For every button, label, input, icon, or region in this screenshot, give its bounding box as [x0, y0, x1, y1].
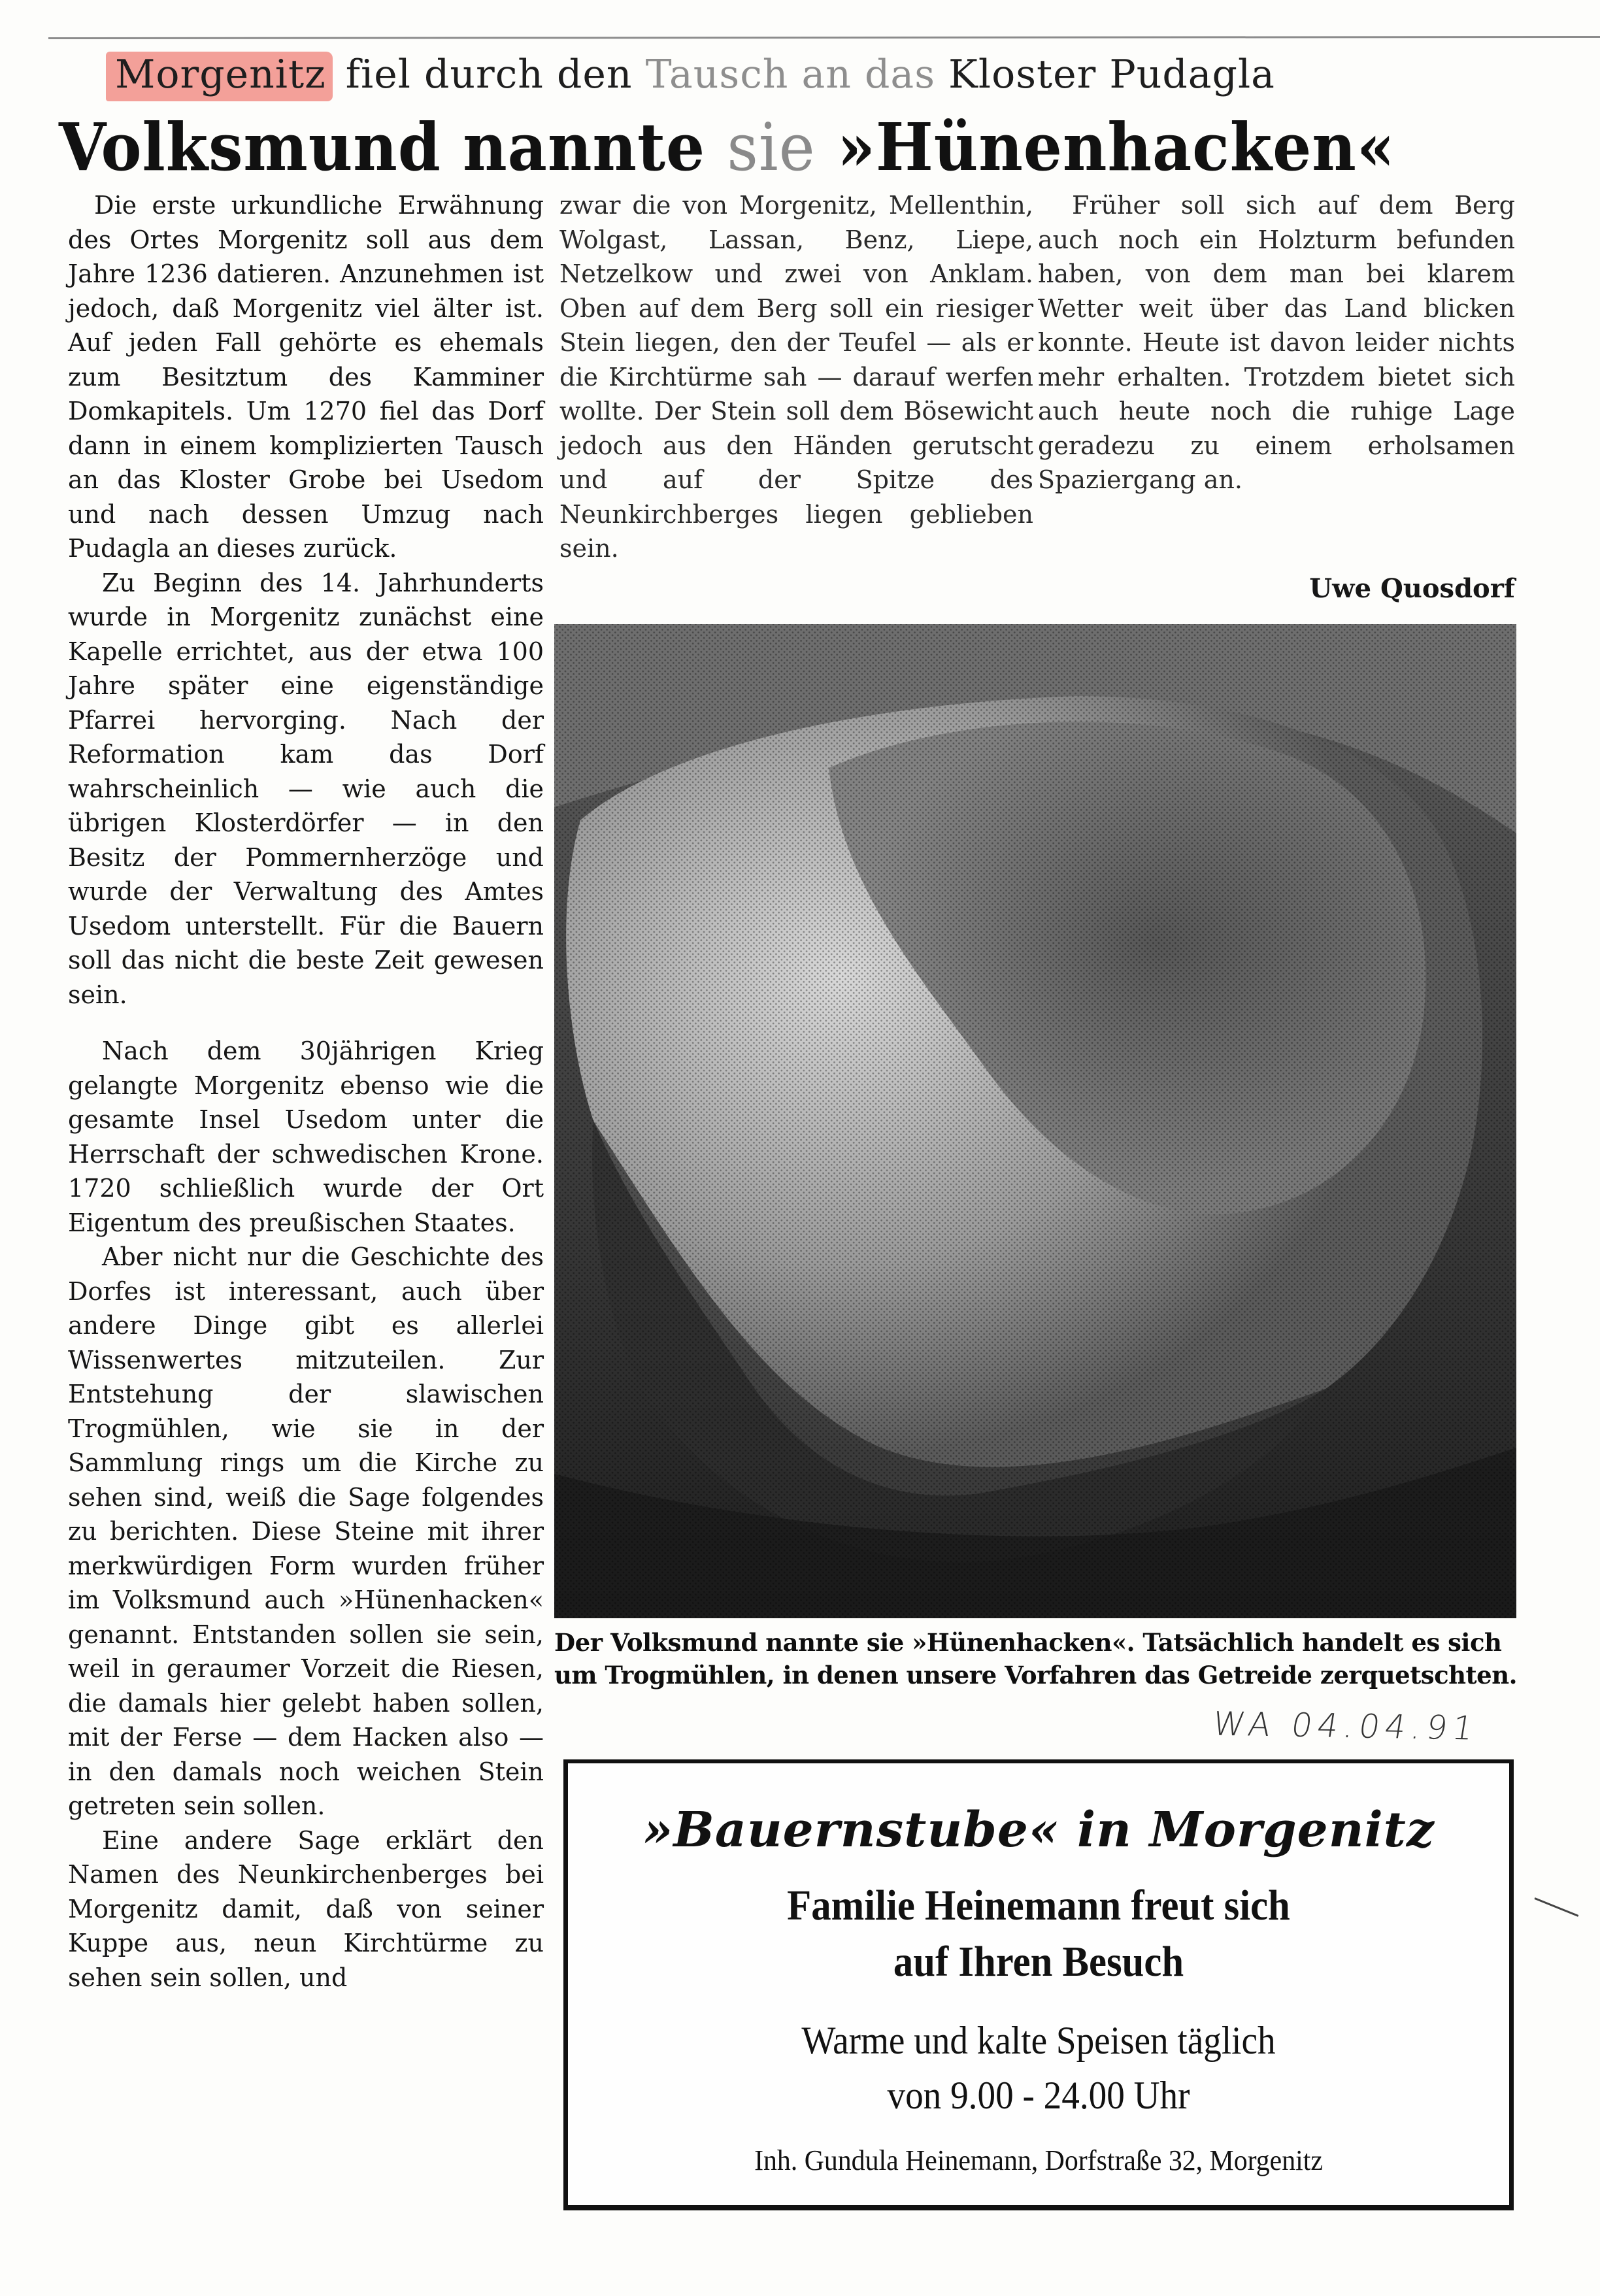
photo-caption: Der Volksmund nannte sie »Hünenhacken«. Tatsächlich handelt es sich um Trogmühlen, in denen unsere Vorfahren das Getreide zerquetschten. — [554, 1628, 1517, 1689]
ad-subtitle-line1: Familie Heinemann freut sich — [787, 1882, 1290, 1929]
paragraph: Eine andere Sage erklärt den Namen des Neunkirchenberges bei Morgenitz damit, daß von seiner Kuppe aus, neun Kirchtürme zu sehen sein sollen, und — [68, 1825, 544, 1992]
paragraph: Nach dem 30jährigen Krieg gelangte Morgenitz ebenso wie die gesamte Insel Usedom unter die Herrschaft der schwedischen Krone. 1720 schließlich wurde der Ort Eigentum des preußischen Staates. — [68, 1037, 544, 1237]
paragraph: Früher soll sich auf dem Berg auch noch ein Holzturm befunden haben, von dem man bei klarem Wetter weit über das Land blicken konnte. Heute ist davon leider nichts mehr erhalten. Trotzdem bietet sich auch heute noch die ruhige Lage geradezu zu einem erholsamen Spaziergang an. — [1038, 191, 1515, 494]
article-author: Uwe Quosdorf — [1309, 573, 1515, 604]
ad-hours-line1: Warme und kalte Speisen täglich — [801, 2019, 1276, 2062]
ad-hours — [606, 2013, 1472, 2123]
paragraph: Die erste urkundliche Erwähnung des Ortes Morgenitz soll aus dem Jahre 1236 datieren. Anzunehmen ist jedoch, daß Morgenitz viel älter ist. Auf jeden Fall gehörte es ehemals zum Besitztum des Kamminer Domkapitels. Um 1270 fiel das Dorf dann in einem komplizierten Tausch an das Kloster Grobe bei Usedom und nach dessen Umzug nach Pudagla an dieses zurück. — [68, 191, 544, 563]
article-kicker — [115, 48, 1488, 101]
kicker-text-b: Kloster Pudagla — [935, 52, 1275, 97]
article-headline — [59, 105, 1427, 190]
clipping-top-rule — [48, 36, 1600, 39]
ad-title: »Bauernstube« in Morgenitz — [642, 1802, 1435, 1858]
ad-owner-address: Inh. Gundula Heinemann, Dorfstraße 32, Morgenitz — [754, 2144, 1323, 2176]
ad-hours-line2: von 9.00 - 24.00 Uhr — [887, 2074, 1190, 2117]
handwritten-date-annotation: WA 04.04.91 — [1209, 1705, 1482, 1748]
stone-photo — [554, 624, 1516, 1618]
headline-text-a: Volksmund nannte — [59, 108, 727, 186]
kicker-text-a: fiel durch den — [332, 52, 646, 97]
article-column-right — [1038, 188, 1515, 497]
trough-mill-stone-image — [554, 624, 1516, 1618]
headline-text-b: »Hünenhacken« — [815, 108, 1395, 186]
headline-text-faded: sie — [727, 109, 816, 186]
highlighted-place-name: Morgenitz — [106, 52, 333, 101]
ad-subtitle-line2: auf Ihren Besuch — [893, 1938, 1184, 1986]
article-column-middle — [559, 188, 1033, 566]
paragraph: zwar die von Morgenitz, Mellenthin, Wolgast, Lassan, Benz, Liepe, Netzelkow und zwei von Anklam. Oben auf dem Berg soll ein riesiger Stein liegen, den der Teufel — als er die Kirchtürme sah — darauf werfen wollte. Der Stein soll dem Bösewicht jedoch aus den Händen gerutscht und auf der Spitze des Neunkirchberges liegen geblieben sein. — [559, 191, 1033, 563]
stray-pen-mark — [1534, 1897, 1578, 1917]
advertisement-box — [563, 1759, 1514, 2210]
paragraph: Zu Beginn des 14. Jahrhunderts wurde in Morgenitz zunächst eine Kapelle errichtet, aus der etwa 100 Jahre später eine eigenständige Pfarrei hervorging. Nach der Reformation kam das Dorf wahrscheinlich — wie auch die übrigen Klosterdörfer — in den Besitz der Pommernherzöge und wurde der Verwaltung des Amtes Usedom unterstellt. Für die Bauern soll das nicht die beste Zeit gewesen sein. — [68, 568, 544, 1009]
article-column-left — [68, 188, 544, 1995]
kicker-text-faded: Tausch an das — [645, 52, 935, 97]
ad-subtitle — [606, 1878, 1472, 1990]
paragraph: Aber nicht nur die Geschichte des Dorfes ist interessant, auch über andere Dinge gibt es allerlei Wissenwertes mitzuteilen. Zur Entstehung der slawischen Trogmühlen, wie sie in der Sammlung rings um die Kirche zu sehen sind, weiß die Sage folgendes zu berichten. Diese Steine mit ihrer merkwürdigen Form wurden früher im Volksmund auch »Hünenhacken« genannt. Entstanden sollen sie sein, weil in geraumer Vorzeit die Riesen, die damals hier gelebt haben sollen, mit der Ferse — dem Hacken also — in den damals noch weichen Stein getreten sein sollen. — [68, 1242, 544, 1820]
